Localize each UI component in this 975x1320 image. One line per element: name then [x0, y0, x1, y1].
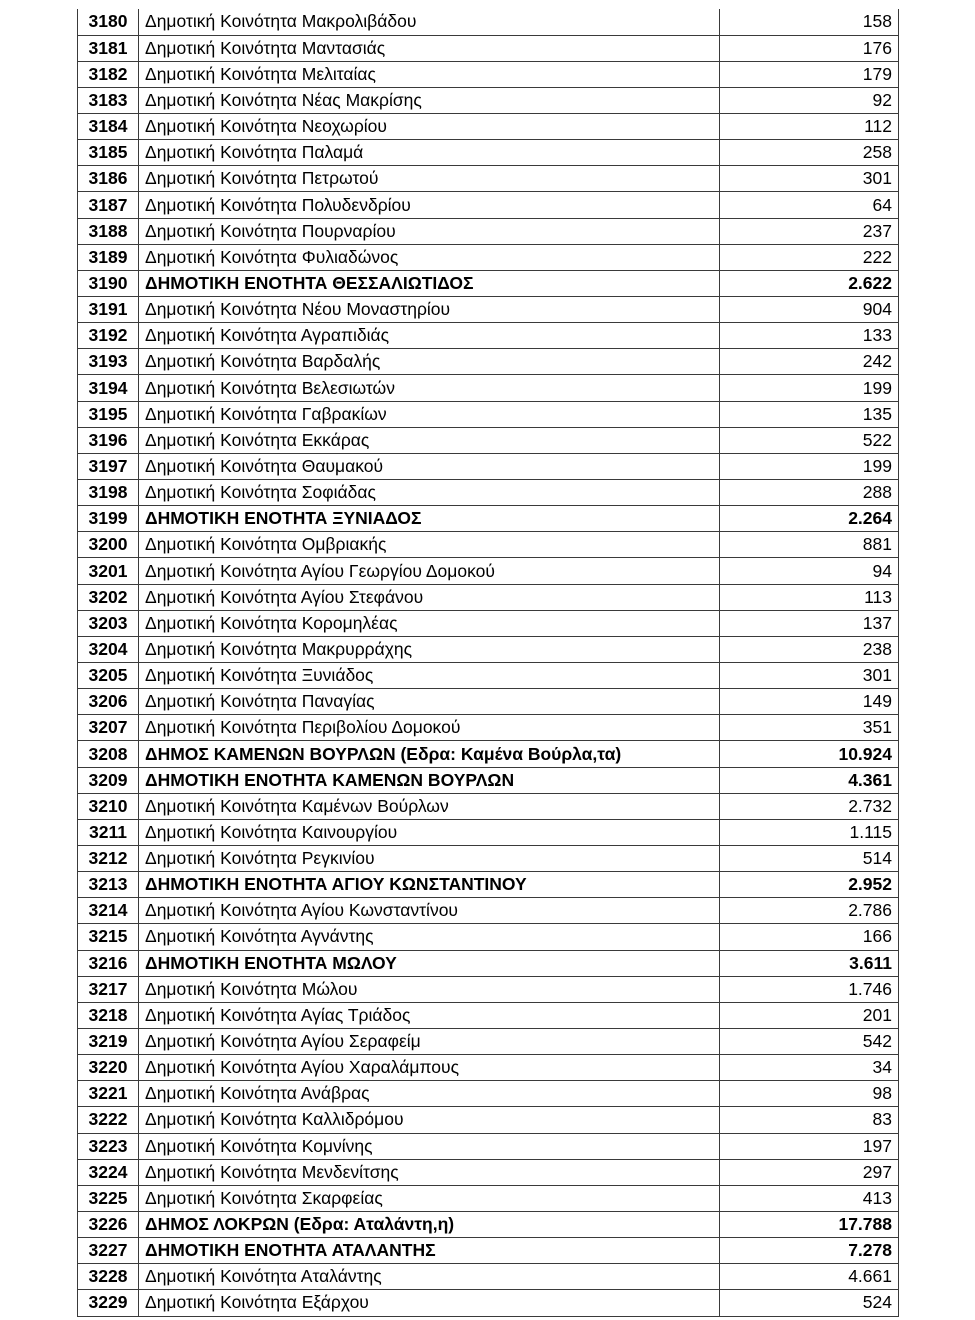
row-population: 34: [720, 1055, 899, 1081]
row-name: Δημοτική Κοινότητα Αγίου Γεωργίου Δομοκού: [139, 558, 720, 584]
row-code: 3188: [78, 218, 139, 244]
row-population: 149: [720, 689, 899, 715]
row-name: Δημοτική Κοινότητα Καμένων Βούρλων: [139, 793, 720, 819]
row-code: 3197: [78, 453, 139, 479]
table-row: [78, 715, 899, 741]
row-population: 94: [720, 558, 899, 584]
row-population: 3.611: [720, 950, 899, 976]
row-code: 3223: [78, 1133, 139, 1159]
row-name: Δημοτική Κοινότητα Νεοχωρίου: [139, 114, 720, 140]
row-code: 3219: [78, 1028, 139, 1054]
row-name: ΔΗΜΟΤΙΚΗ ΕΝΟΤΗΤΑ ΑΤΑΛΑΝΤΗΣ: [139, 1238, 720, 1264]
table-row: [78, 1211, 899, 1237]
row-code: 3202: [78, 584, 139, 610]
population-table: [77, 9, 899, 1317]
row-name: Δημοτική Κοινότητα Βελεσιωτών: [139, 375, 720, 401]
row-code: 3189: [78, 244, 139, 270]
table-row: [78, 401, 899, 427]
row-code: 3187: [78, 192, 139, 218]
row-code: 3200: [78, 532, 139, 558]
row-code: 3215: [78, 924, 139, 950]
row-name: Δημοτική Κοινότητα Μακρολιβάδου: [139, 9, 720, 35]
row-code: 3212: [78, 846, 139, 872]
table-row: [78, 1081, 899, 1107]
table-row: [78, 689, 899, 715]
table-row: [78, 741, 899, 767]
row-code: 3191: [78, 297, 139, 323]
row-name: Δημοτική Κοινότητα Ρεγκινίου: [139, 846, 720, 872]
row-name: Δημοτική Κοινότητα Πουρναρίου: [139, 218, 720, 244]
table-row: [78, 584, 899, 610]
table-row: [78, 1107, 899, 1133]
row-name: Δημοτική Κοινότητα Μελιταίας: [139, 61, 720, 87]
row-name: ΔΗΜΟΣ ΚΑΜΕΝΩΝ ΒΟΥΡΛΩΝ (Εδρα: Καμένα Βούρλα,τα): [139, 741, 720, 767]
row-code: 3195: [78, 401, 139, 427]
row-population: 179: [720, 61, 899, 87]
row-code: 3182: [78, 61, 139, 87]
row-population: 297: [720, 1159, 899, 1185]
table-row: [78, 270, 899, 296]
row-code: 3207: [78, 715, 139, 741]
row-population: 542: [720, 1028, 899, 1054]
row-name: Δημοτική Κοινότητα Αγραπιδιάς: [139, 323, 720, 349]
row-population: 2.952: [720, 872, 899, 898]
row-name: Δημοτική Κοινότητα Αγίου Στεφάνου: [139, 584, 720, 610]
table-row: [78, 35, 899, 61]
row-name: ΔΗΜΟΤΙΚΗ ΕΝΟΤΗΤΑ ΜΩΛΟΥ: [139, 950, 720, 976]
row-code: 3228: [78, 1264, 139, 1290]
table-row: [78, 872, 899, 898]
table-row: [78, 244, 899, 270]
row-code: 3229: [78, 1290, 139, 1316]
row-population: 1.746: [720, 976, 899, 1002]
row-code: 3190: [78, 270, 139, 296]
row-name: Δημοτική Κοινότητα Γαβρακίων: [139, 401, 720, 427]
row-code: 3206: [78, 689, 139, 715]
table-row: [78, 976, 899, 1002]
table-row: [78, 506, 899, 532]
row-population: 514: [720, 846, 899, 872]
row-name: Δημοτική Κοινότητα Αγνάντης: [139, 924, 720, 950]
table-row: [78, 349, 899, 375]
row-name: Δημοτική Κοινότητα Αταλάντης: [139, 1264, 720, 1290]
row-population: 83: [720, 1107, 899, 1133]
row-population: 288: [720, 480, 899, 506]
row-name: Δημοτική Κοινότητα Σοφιάδας: [139, 480, 720, 506]
row-population: 881: [720, 532, 899, 558]
table-row: [78, 453, 899, 479]
table-row: [78, 114, 899, 140]
table-row: [78, 1002, 899, 1028]
row-code: 3218: [78, 1002, 139, 1028]
table-row: [78, 87, 899, 113]
row-name: ΔΗΜΟΤΙΚΗ ΕΝΟΤΗΤΑ ΞΥΝΙΑΔΟΣ: [139, 506, 720, 532]
row-name: ΔΗΜΟΤΙΚΗ ΕΝΟΤΗΤΑ ΘΕΣΣΑΛΙΩΤΙΔΟΣ: [139, 270, 720, 296]
row-name: Δημοτική Κοινότητα Αγίου Κωνσταντίνου: [139, 898, 720, 924]
row-code: 3185: [78, 140, 139, 166]
table-row: [78, 663, 899, 689]
row-population: 222: [720, 244, 899, 270]
row-population: 10.924: [720, 741, 899, 767]
row-population: 258: [720, 140, 899, 166]
table-row: [78, 793, 899, 819]
table-row: [78, 532, 899, 558]
table-row: [78, 480, 899, 506]
table-row: [78, 1264, 899, 1290]
row-code: 3209: [78, 767, 139, 793]
row-population: 137: [720, 610, 899, 636]
row-population: 4.361: [720, 767, 899, 793]
row-name: ΔΗΜΟΤΙΚΗ ΕΝΟΤΗΤΑ ΑΓΙΟΥ ΚΩΝΣΤΑΝΤΙΝΟΥ: [139, 872, 720, 898]
row-population: 351: [720, 715, 899, 741]
table-row: [78, 1290, 899, 1316]
row-code: 3201: [78, 558, 139, 584]
row-population: 524: [720, 1290, 899, 1316]
table-row: [78, 1238, 899, 1264]
row-name: Δημοτική Κοινότητα Ομβριακής: [139, 532, 720, 558]
table-row: [78, 323, 899, 349]
row-name: Δημοτική Κοινότητα Θαυμακού: [139, 453, 720, 479]
row-code: 3203: [78, 610, 139, 636]
row-population: 197: [720, 1133, 899, 1159]
row-name: ΔΗΜΟΣ ΛΟΚΡΩΝ (Εδρα: Αταλάντη,η): [139, 1211, 720, 1237]
row-code: 3211: [78, 819, 139, 845]
row-population: 522: [720, 427, 899, 453]
table-row: [78, 819, 899, 845]
table-row: [78, 192, 899, 218]
row-population: 238: [720, 636, 899, 662]
row-name: Δημοτική Κοινότητα Μενδενίτσης: [139, 1159, 720, 1185]
row-name: Δημοτική Κοινότητα Πολυδενδρίου: [139, 192, 720, 218]
row-name: Δημοτική Κοινότητα Νέου Μοναστηρίου: [139, 297, 720, 323]
row-code: 3225: [78, 1185, 139, 1211]
table-row: [78, 610, 899, 636]
table-row: [78, 375, 899, 401]
row-population: 135: [720, 401, 899, 427]
row-name: Δημοτική Κοινότητα Αγίου Χαραλάμπους: [139, 1055, 720, 1081]
row-name: ΔΗΜΟΤΙΚΗ ΕΝΟΤΗΤΑ ΚΑΜΕΝΩΝ ΒΟΥΡΛΩΝ: [139, 767, 720, 793]
row-population: 2.786: [720, 898, 899, 924]
row-code: 3220: [78, 1055, 139, 1081]
table-row: [78, 558, 899, 584]
table-body: [78, 9, 899, 1316]
table-row: [78, 166, 899, 192]
table-row: [78, 924, 899, 950]
row-code: 3198: [78, 480, 139, 506]
table-row: [78, 140, 899, 166]
row-code: 3208: [78, 741, 139, 767]
row-name: Δημοτική Κοινότητα Ξυνιάδος: [139, 663, 720, 689]
row-name: Δημοτική Κοινότητα Εξάρχου: [139, 1290, 720, 1316]
row-name: Δημοτική Κοινότητα Παναγίας: [139, 689, 720, 715]
table-row: [78, 9, 899, 35]
row-code: 3213: [78, 872, 139, 898]
row-code: 3222: [78, 1107, 139, 1133]
row-code: 3224: [78, 1159, 139, 1185]
row-population: 64: [720, 192, 899, 218]
table-row: [78, 1185, 899, 1211]
row-code: 3205: [78, 663, 139, 689]
row-population: 158: [720, 9, 899, 35]
row-code: 3226: [78, 1211, 139, 1237]
row-name: Δημοτική Κοινότητα Παλαμά: [139, 140, 720, 166]
row-name: Δημοτική Κοινότητα Φυλιαδώνος: [139, 244, 720, 270]
row-code: 3216: [78, 950, 139, 976]
row-population: 237: [720, 218, 899, 244]
table-row: [78, 427, 899, 453]
row-code: 3194: [78, 375, 139, 401]
row-population: 112: [720, 114, 899, 140]
row-code: 3184: [78, 114, 139, 140]
row-name: Δημοτική Κοινότητα Σκαρφείας: [139, 1185, 720, 1211]
table-row: [78, 1159, 899, 1185]
row-code: 3183: [78, 87, 139, 113]
row-population: 113: [720, 584, 899, 610]
row-name: Δημοτική Κοινότητα Μακρυρράχης: [139, 636, 720, 662]
row-code: 3199: [78, 506, 139, 532]
row-code: 3180: [78, 9, 139, 35]
row-population: 242: [720, 349, 899, 375]
row-code: 3193: [78, 349, 139, 375]
row-population: 413: [720, 1185, 899, 1211]
row-code: 3181: [78, 35, 139, 61]
row-population: 166: [720, 924, 899, 950]
table-row: [78, 61, 899, 87]
row-population: 4.661: [720, 1264, 899, 1290]
row-population: 92: [720, 87, 899, 113]
row-population: 301: [720, 663, 899, 689]
row-population: 98: [720, 1081, 899, 1107]
row-name: Δημοτική Κοινότητα Κορομηλέας: [139, 610, 720, 636]
row-population: 1.115: [720, 819, 899, 845]
row-population: 7.278: [720, 1238, 899, 1264]
row-population: 176: [720, 35, 899, 61]
row-population: 2.264: [720, 506, 899, 532]
row-population: 904: [720, 297, 899, 323]
row-name: Δημοτική Κοινότητα Αγίου Σεραφείμ: [139, 1028, 720, 1054]
row-name: Δημοτική Κοινότητα Ανάβρας: [139, 1081, 720, 1107]
row-population: 17.788: [720, 1211, 899, 1237]
row-code: 3227: [78, 1238, 139, 1264]
row-name: Δημοτική Κοινότητα Καλλιδρόμου: [139, 1107, 720, 1133]
table-row: [78, 636, 899, 662]
row-name: Δημοτική Κοινότητα Νέας Μακρίσης: [139, 87, 720, 113]
row-code: 3192: [78, 323, 139, 349]
row-code: 3196: [78, 427, 139, 453]
table-row: [78, 767, 899, 793]
row-code: 3217: [78, 976, 139, 1002]
table-row: [78, 297, 899, 323]
row-population: 2.622: [720, 270, 899, 296]
table-row: [78, 1055, 899, 1081]
row-name: Δημοτική Κοινότητα Μαντασιάς: [139, 35, 720, 61]
table-row: [78, 950, 899, 976]
row-population: 201: [720, 1002, 899, 1028]
table-row: [78, 218, 899, 244]
row-code: 3210: [78, 793, 139, 819]
table-row: [78, 846, 899, 872]
row-name: Δημοτική Κοινότητα Περιβολίου Δομοκού: [139, 715, 720, 741]
table-row: [78, 1028, 899, 1054]
row-population: 2.732: [720, 793, 899, 819]
row-population: 133: [720, 323, 899, 349]
row-code: 3214: [78, 898, 139, 924]
row-population: 301: [720, 166, 899, 192]
row-name: Δημοτική Κοινότητα Κομνίνης: [139, 1133, 720, 1159]
row-name: Δημοτική Κοινότητα Πετρωτού: [139, 166, 720, 192]
row-population: 199: [720, 453, 899, 479]
row-name: Δημοτική Κοινότητα Καινουργίου: [139, 819, 720, 845]
row-name: Δημοτική Κοινότητα Βαρδαλής: [139, 349, 720, 375]
row-name: Δημοτική Κοινότητα Εκκάρας: [139, 427, 720, 453]
table-row: [78, 1133, 899, 1159]
table-row: [78, 898, 899, 924]
row-population: 199: [720, 375, 899, 401]
row-code: 3186: [78, 166, 139, 192]
row-name: Δημοτική Κοινότητα Μώλου: [139, 976, 720, 1002]
row-code: 3204: [78, 636, 139, 662]
row-name: Δημοτική Κοινότητα Αγίας Τριάδος: [139, 1002, 720, 1028]
row-code: 3221: [78, 1081, 139, 1107]
